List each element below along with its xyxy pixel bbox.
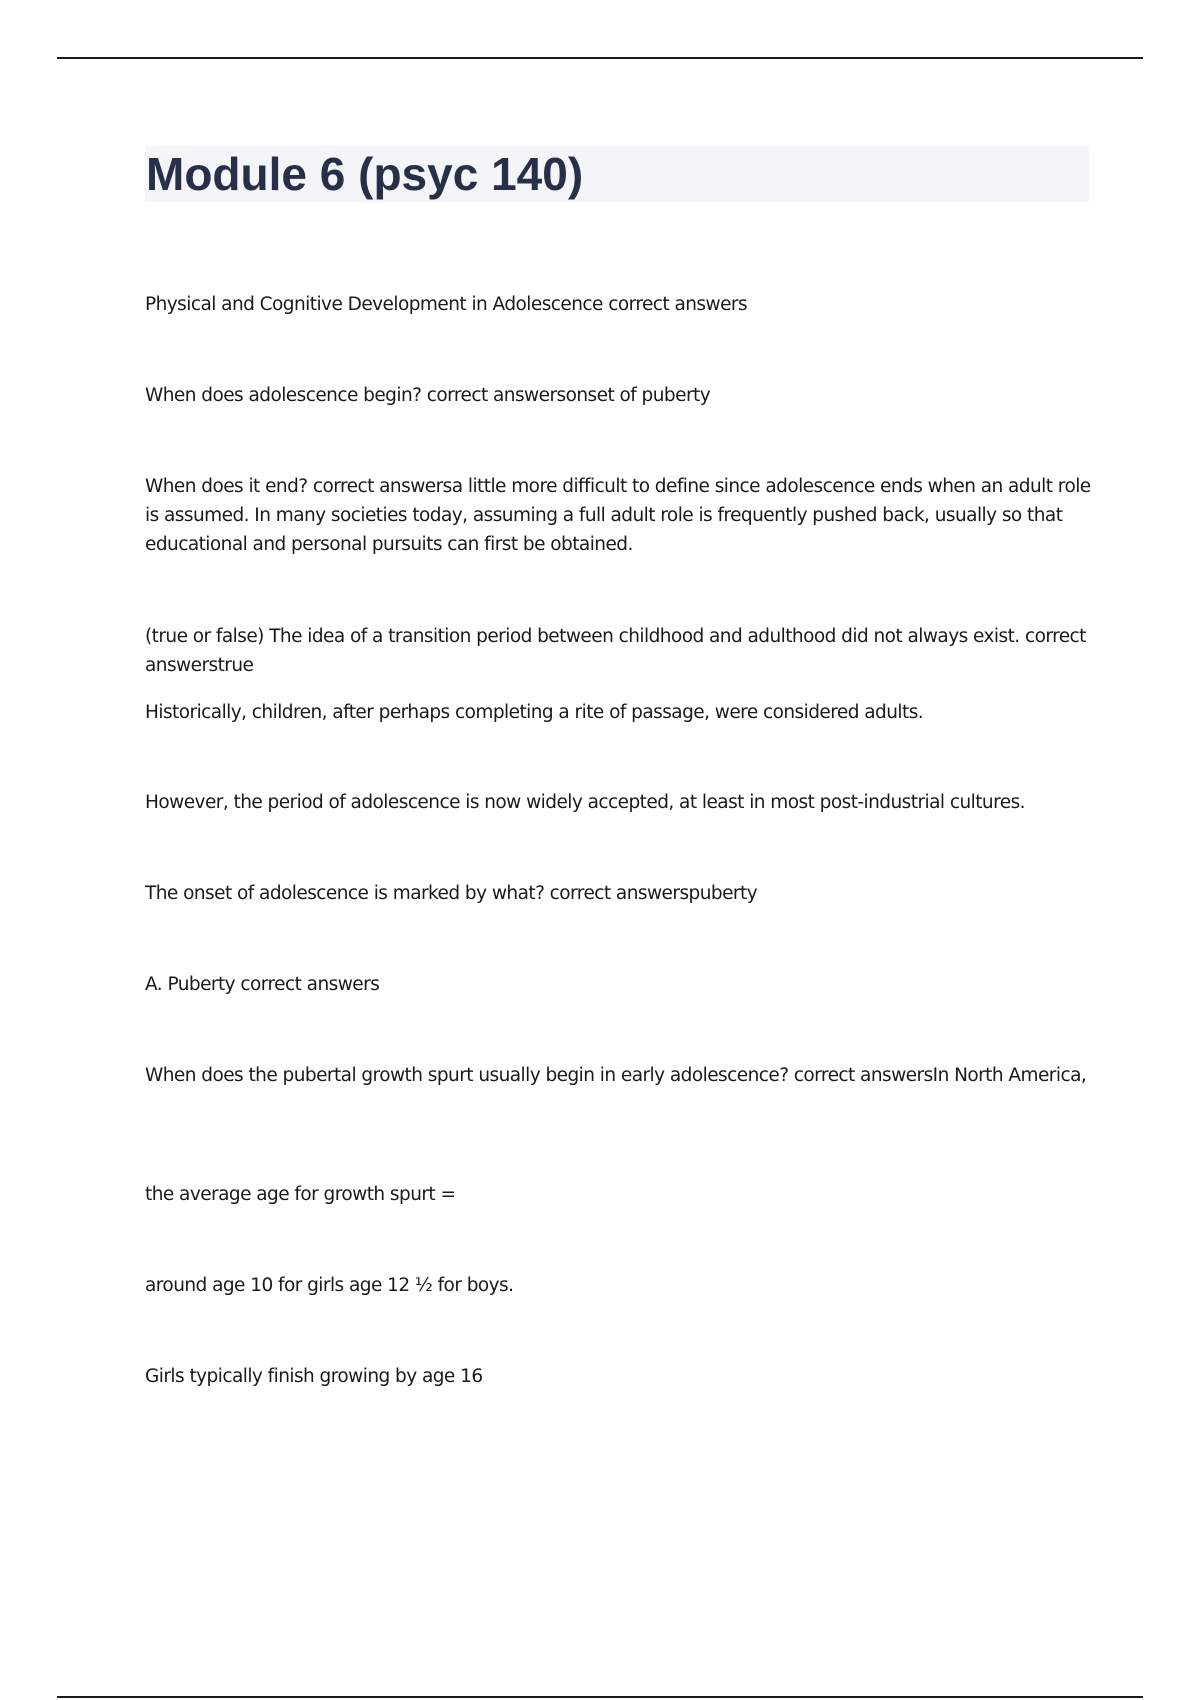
paragraph-puberty-answer: A. Puberty correct answers — [145, 974, 380, 995]
paragraph-ages: around age 10 for girls age 12 ½ for boys. — [145, 1275, 514, 1296]
paragraph-section-heading: Physical and Cognitive Development in Adolescence correct answers — [145, 294, 748, 315]
paragraph-true-false: (true or false) The idea of a transition period between childhood and adulthood did not always exist. correct answerstrue — [145, 626, 1086, 676]
paragraph-adolescence-end: When does it end? correct answersa little more difficult to define since adolescence ends when an adult role is assumed. In many societies today, assuming a full adult role is frequently pushed back, usually so that educational and personal pursuits can first be obtained. — [145, 476, 1091, 555]
paragraph-girls-finish: Girls typically finish growing by age 16 — [145, 1366, 483, 1387]
paragraph-historically: Historically, children, after perhaps completing a rite of passage, were considered adults. — [145, 702, 924, 723]
footer-rule — [57, 1696, 1143, 1698]
paragraph-adolescence-begin: When does adolescence begin? correct answersonset of puberty — [145, 385, 711, 406]
paragraph-average-age: the average age for growth spurt = — [145, 1184, 456, 1205]
paragraph-however: However, the period of adolescence is now widely accepted, at least in most post-industrial cultures. — [145, 792, 1025, 813]
page-title: Module 6 (psyc 140) — [146, 148, 584, 200]
header-rule — [57, 57, 1143, 59]
paragraph-onset: The onset of adolescence is marked by what? correct answerspuberty — [145, 883, 758, 904]
paragraph-growth-spurt-question: When does the pubertal growth spurt usually begin in early adolescence? correct answersIn North America, — [145, 1065, 1087, 1086]
